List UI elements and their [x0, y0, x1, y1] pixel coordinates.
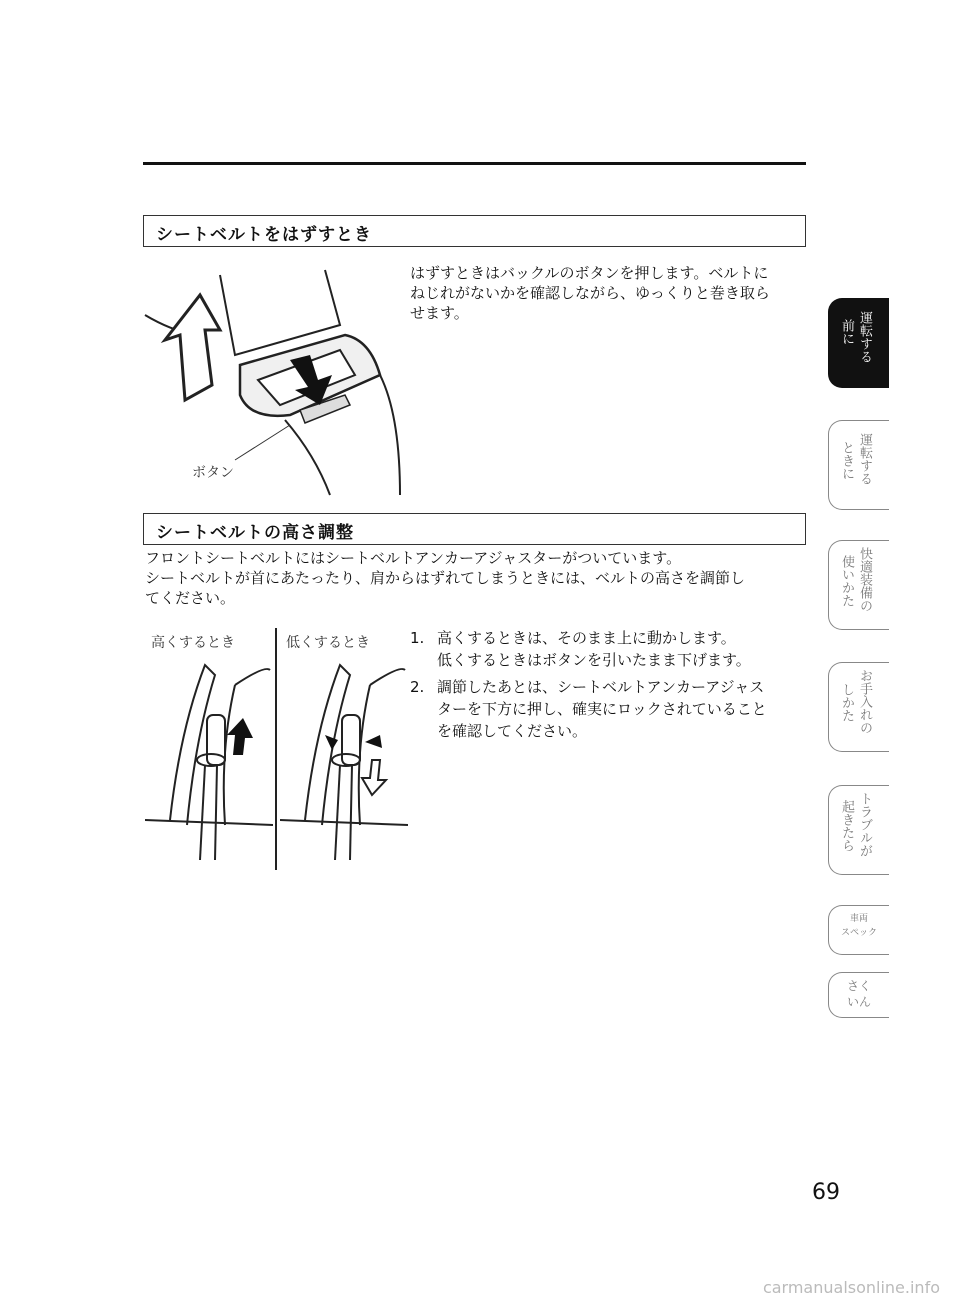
button-label: ボタン: [192, 465, 234, 481]
tab-label: 運転する: [857, 311, 872, 363]
tab-label: トラブルが: [857, 792, 872, 857]
tab-label: ときに: [839, 441, 854, 480]
tab-while-driving[interactable]: [828, 420, 889, 510]
tab-label: さく: [846, 979, 871, 993]
step-line: を確認してください。: [437, 722, 588, 740]
step-number: 1.: [410, 629, 425, 647]
buckle-illustration: [140, 255, 410, 500]
tab-label: 前に: [839, 319, 854, 345]
text-line: ねじれがないかを確認しながら、ゆっくりと巻き取ら: [410, 284, 770, 302]
tab-maintenance[interactable]: [828, 662, 889, 752]
tab-label: お手入れの: [857, 669, 872, 734]
step-line: ターを下方に押し、確実にロックされていること: [437, 700, 767, 718]
intro-line: フロントシートベルトにはシートベルトアンカーアジャスターがついています。: [145, 549, 682, 567]
tab-label: 起きたら: [839, 800, 854, 852]
text-line: せます。: [410, 304, 469, 322]
step-line: 調節したあとは、シートベルトアンカーアジャス: [437, 678, 765, 696]
unbuckle-text: [410, 263, 805, 323]
step-line: 高くするときは、そのまま上に動かします。: [437, 629, 736, 647]
step-line: 低くするときはボタンを引いたまま下げます。: [437, 651, 751, 669]
tab-specs[interactable]: [828, 905, 889, 955]
section-title: シートベルトをはずすとき: [156, 225, 372, 245]
tab-troubleshooting[interactable]: [828, 785, 889, 875]
tab-comfort-features[interactable]: [828, 540, 889, 630]
section-heading-height: [143, 513, 806, 545]
illustration-divider: [275, 628, 277, 870]
caption-high: 高くするとき: [151, 635, 235, 651]
intro-line: てください。: [145, 589, 236, 607]
tab-before-driving[interactable]: [828, 298, 889, 388]
tab-index[interactable]: [828, 972, 889, 1018]
footer-watermark[interactable]: carmanualsonline.info: [762, 1278, 940, 1297]
tab-label: いん: [846, 995, 871, 1009]
caption-low: 低くするとき: [286, 635, 370, 651]
tab-label: 使いかた: [839, 555, 854, 607]
raise-illustration: [145, 660, 273, 870]
section-heading-unbuckle: [143, 215, 806, 247]
section-title: シートベルトの高さ調整: [156, 523, 354, 543]
step-number: 2.: [410, 678, 425, 696]
text-line: はずすときはバックルのボタンを押します。ベルトに: [410, 264, 769, 282]
tab-label: しかた: [839, 683, 854, 722]
tab-label: 車両: [849, 914, 868, 924]
intro-line: シートベルトが首にあたったり、肩からはずれてしまうときには、ベルトの高さを調節し: [145, 569, 746, 587]
top-rule: [143, 162, 806, 165]
page-number: 69: [812, 1180, 840, 1205]
lower-illustration: [280, 660, 408, 870]
tab-label: 快適装備の: [857, 547, 872, 612]
tab-label: スペック: [840, 928, 877, 938]
tab-label: 運転する: [857, 433, 872, 485]
